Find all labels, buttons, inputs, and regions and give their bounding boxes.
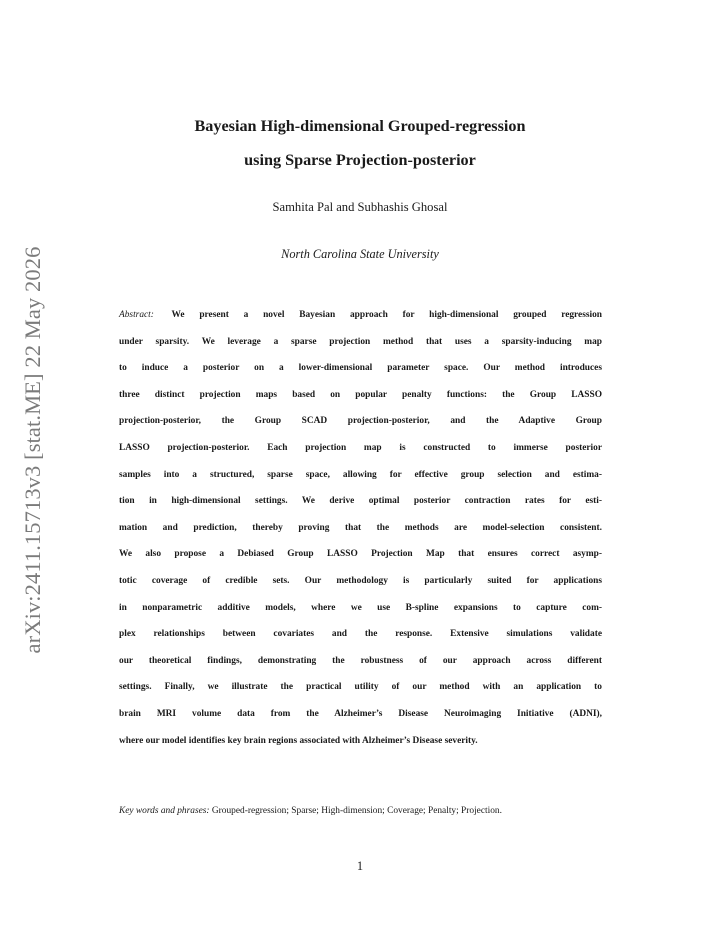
abstract-line: We also propose a Debiased Group LASSO Projection Map that ensures correct asymp- — [119, 549, 602, 560]
abstract-line: totic coverage of credible sets. Our methodology is particularly suited for applications — [119, 575, 602, 586]
abstract-line: settings. Finally, we illustrate the practical utility of our method with an application to — [119, 682, 602, 693]
keywords-text: Grouped-regression; Sparse; High-dimension; Coverage; Penalty; Projection. — [211, 806, 502, 816]
abstract-block — [119, 306, 602, 758]
abstract-line: plex relationships between covariates and the response. Extensive simulations validate — [119, 629, 602, 640]
arxiv-identifier-stamp: arXiv:2411.15713v3 [stat.ME] 22 May 2026 — [20, 246, 45, 654]
keywords-label: Key words and phrases: — [119, 806, 210, 816]
paper-title-line-1: Bayesian High-dimensional Grouped-regression — [194, 117, 526, 135]
page-number: 1 — [356, 859, 364, 873]
abstract-line: samples into a structured, sparse space, allowing for effective group selection and estima- — [119, 469, 602, 480]
affiliation: North Carolina State University — [281, 247, 439, 261]
paper-title-line-2: using Sparse Projection-posterior — [244, 151, 476, 169]
abstract-line: where our model identifies key brain regions associated with Alzheimer’s Disease severity. — [119, 735, 478, 746]
author-list: Samhita Pal and Subhashis Ghosal — [272, 200, 448, 214]
abstract-line: our theoretical findings, demonstrating the robustness of our approach across different — [119, 655, 602, 666]
abstract-line: under sparsity. We leverage a sparse projection method that uses a sparsity-inducing map — [119, 336, 602, 347]
abstract-line: three distinct projection maps based on popular penalty functions: the Group LASSO — [119, 389, 602, 400]
keywords — [119, 806, 502, 816]
abstract-line: brain MRI volume data from the Alzheimer’s Disease Neuroimaging Initiative (ADNI), — [119, 708, 602, 719]
abstract-line: mation and prediction, thereby proving that the methods are model-selection consistent. — [119, 522, 602, 533]
abstract-line: projection-posterior, the Group SCAD projection-posterior, and the Adaptive Group — [119, 416, 602, 427]
abstract-label: Abstract: — [119, 310, 154, 320]
abstract-line: in nonparametric additive models, where we use B-spline expansions to capture com- — [119, 602, 602, 613]
abstract-line: to induce a posterior on a lower-dimensional parameter space. Our method introduces — [119, 363, 602, 374]
abstract-line — [119, 306, 602, 333]
abstract-line-text: We present a novel Bayesian approach for high-dimensional grouped regression — [171, 310, 602, 320]
abstract-line: LASSO projection-posterior. Each projection map is constructed to immerse posterior — [119, 442, 602, 453]
abstract-line: tion in high-dimensional settings. We derive optimal posterior contraction rates for esti- — [119, 496, 602, 507]
